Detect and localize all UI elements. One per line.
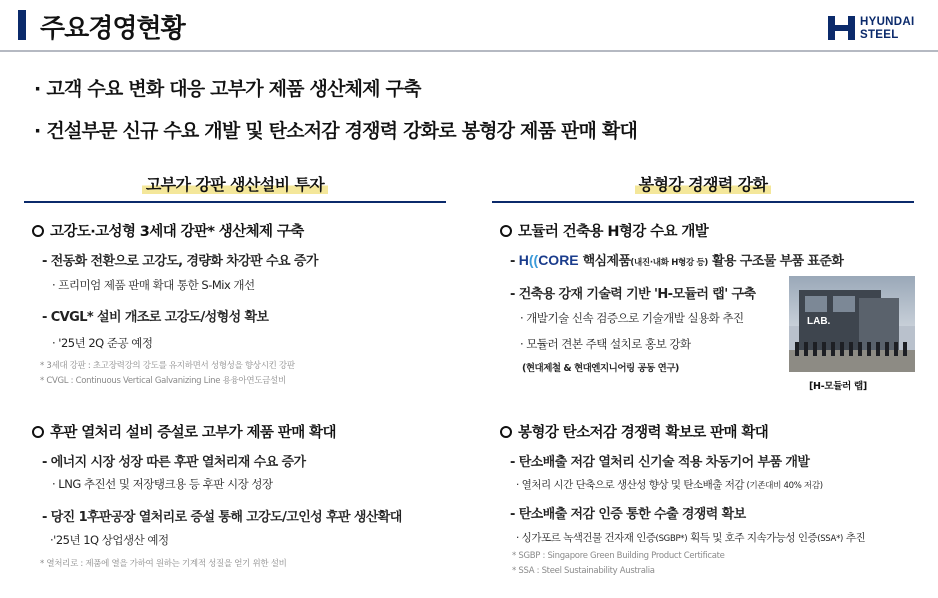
left-block1-item1-sub: · 프리미엄 제품 판매 확대 통한 S-Mix 개선 — [52, 278, 255, 292]
hcore-brand: H((CORE — [518, 252, 579, 268]
right-block2-heading: 봉형강 탄소저감 경쟁력 확보로 판매 확대 — [500, 421, 768, 442]
right-block1-heading: 모듈러 건축용 H형강 수요 개발 — [500, 220, 708, 241]
right-block1-item2-sub1: · 개발기술 신속 검증으로 기술개발 실용화 추진 — [520, 311, 744, 325]
right-section-divider — [492, 201, 914, 203]
right-block2-footnote-2: * SSA : Steel Sustainability Australia — [512, 566, 655, 576]
left-block1-item1: - 전동화 전환으로 고강도, 경량화 차강판 수요 증가 — [42, 254, 318, 269]
left-section-divider — [24, 201, 446, 203]
right-block1-item2: - 건축용 강재 기술력 기반 'H-모듈러 랩' 구축 — [510, 287, 756, 302]
circle-bullet-icon — [32, 426, 44, 438]
hyundai-steel-logo-mark-icon — [828, 16, 856, 40]
right-block2-footnote-1: * SGBP : Singapore Green Building Product Certificate — [512, 551, 725, 561]
right-block2-item2-sub: · 싱가포르 녹색건물 건자재 인증(SGBP*) 획득 및 호주 지속가능성 인증(SSA*) 추진 — [516, 532, 866, 544]
right-block2-item1-sub: · 열처리 시간 단축으로 생산성 향상 및 탄소배출 저감 (기존대비 40% 저감) — [516, 479, 823, 491]
title-accent-bar — [18, 10, 26, 40]
left-block2-footnote: * 열처리로 : 제품에 열을 가하여 원하는 기계적 성질을 얻기 위한 설비 — [40, 559, 287, 569]
header-divider — [0, 50, 938, 52]
left-block2-item1: - 에너지 시장 성장 따른 후판 열처리재 수요 증가 — [42, 455, 306, 470]
logo-word-hyundai: HYUNDAI — [860, 16, 915, 28]
left-block2-item1-sub: · LNG 추진선 및 저장탱크용 등 후판 시장 성장 — [52, 477, 273, 491]
right-block2-item1: - 탄소배출 저감 열처리 신기술 적용 차동기어 부품 개발 — [510, 455, 810, 470]
summary-item-2: · 건설부문 신규 수요 개발 및 탄소저감 경쟁력 강화로 봉형강 제품 판매 확대 — [34, 120, 638, 142]
left-block1-footnote-1: * 3세대 강판 : 초고장력강의 강도를 유지하면서 성형성을 향상시킨 강판 — [40, 361, 295, 371]
left-block1-item2: - CVGL* 설비 개조로 고강도/성형성 확보 — [42, 310, 269, 325]
left-block1-footnote-2: * CVGL : Continuous Vertical Galvanizing Line 용융아연도금설비 — [40, 376, 286, 386]
dash-bullet: - — [510, 254, 519, 269]
circle-bullet-icon — [500, 225, 512, 237]
summary-item-1: · 고객 수요 변화 대응 고부가 제품 생산체제 구축 — [34, 78, 421, 100]
logo-word-steel: STEEL — [860, 29, 899, 41]
left-block2-item2: - 당진 1후판공장 열처리로 증설 통해 고강도/고인성 후판 생산확대 — [42, 510, 402, 525]
photo-lab-sign: LAB. — [807, 316, 831, 327]
hyundai-steel-logo — [828, 14, 928, 44]
left-block2-item2-sub: ·'25년 1Q 상업생산 예정 — [50, 533, 169, 547]
right-block1-item2-sub2: · 모듈러 견본 주택 설치로 홍보 강화 — [520, 337, 691, 351]
circle-bullet-icon — [32, 225, 44, 237]
circle-bullet-icon — [500, 426, 512, 438]
right-block1-item2-sub3: (현대제철 & 현대엔지니어링 공동 연구) — [522, 363, 679, 374]
left-block1-item2-sub: · '25년 2Q 준공 예정 — [52, 336, 153, 350]
right-block1-item1: - H((CORE 핵심제품(내진·내화 H형강 등) 활용 구조물 부품 표준화 — [510, 252, 844, 269]
left-block2-heading: 후판 열처리 설비 증설로 고부가 제품 판매 확대 — [32, 421, 336, 442]
right-section-title: 봉형강 경쟁력 강화 — [492, 172, 914, 195]
h-modular-lab-photo — [789, 276, 915, 372]
left-section-title: 고부가 강판 생산설비 투자 — [24, 172, 446, 195]
right-block2-item2: - 탄소배출 저감 인증 통한 수출 경쟁력 확보 — [510, 507, 746, 522]
page-title: 주요경영현황 — [40, 14, 185, 44]
left-block1-heading: 고강도·고성형 3세대 강판* 생산체제 구축 — [32, 220, 304, 241]
photo-caption: [H-모듈러 랩] — [809, 381, 867, 392]
